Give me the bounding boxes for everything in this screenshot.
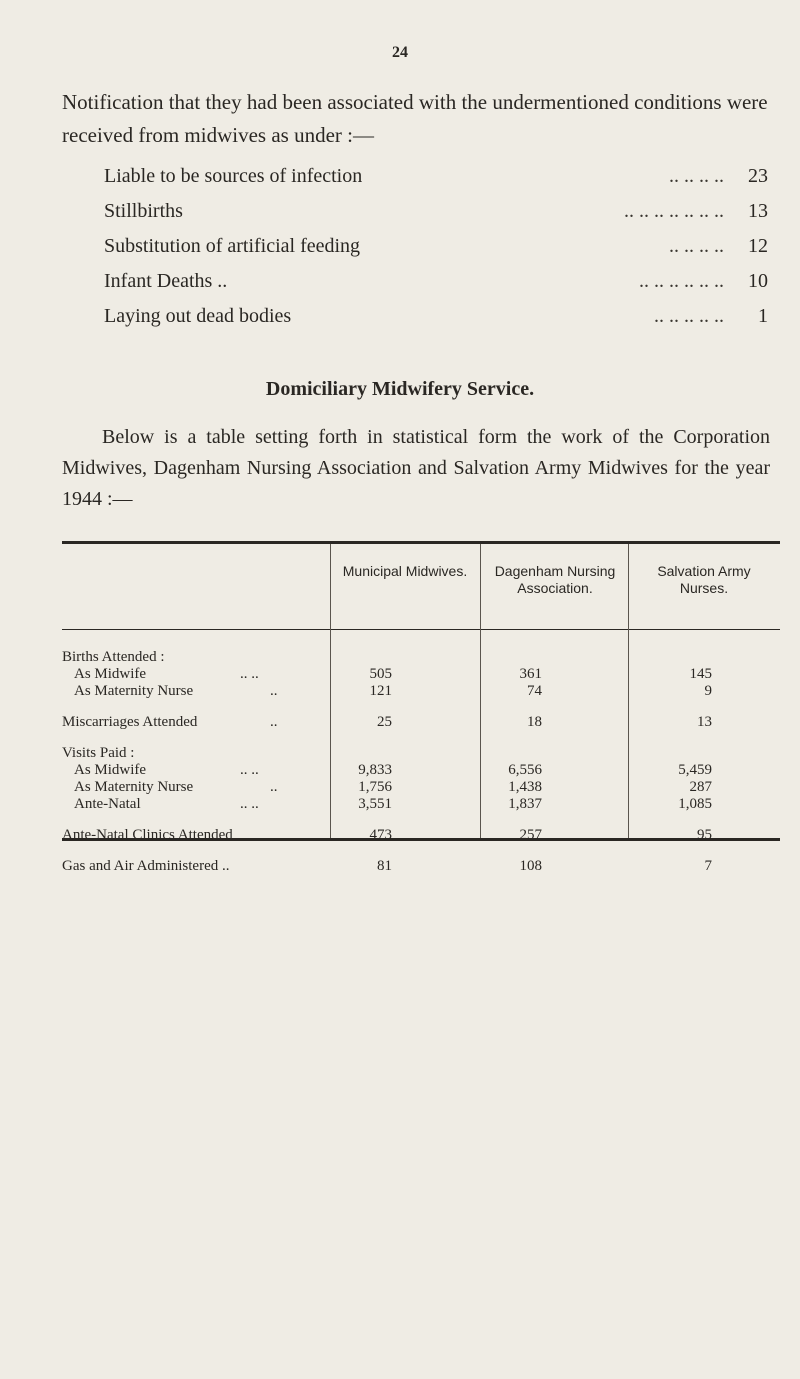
table-cell: 1,756 bbox=[358, 779, 392, 795]
table-cell: 7 bbox=[704, 858, 712, 874]
row-label: As Maternity Nurse bbox=[74, 683, 194, 699]
table-cell: 257 bbox=[519, 827, 542, 843]
leader-dots: .. .. .. .. .. bbox=[654, 305, 724, 327]
table-cell: 473 bbox=[369, 827, 392, 843]
table-cell: 361 bbox=[519, 666, 542, 682]
leader-dots: .. .. .. .. .. .. .. bbox=[624, 200, 724, 222]
row-label: As Midwife bbox=[74, 762, 147, 778]
table-cell: 9 bbox=[704, 683, 712, 699]
table-row bbox=[62, 666, 780, 683]
column-header-salvation: Salvation Army Nurses. bbox=[657, 563, 751, 596]
row-label: Births Attended : bbox=[62, 649, 165, 665]
table-cell: 1,085 bbox=[678, 796, 712, 812]
condition-value: 23 bbox=[748, 165, 768, 187]
leader-dots: .. .. .. .. bbox=[669, 165, 724, 187]
leader-dots: .. .. .. .. bbox=[669, 235, 724, 257]
table-cell: 1,837 bbox=[508, 796, 542, 812]
row-label: As Maternity Nurse bbox=[74, 779, 194, 795]
section-heading: Domiciliary Midwifery Service. bbox=[265, 378, 535, 400]
table-cell: 3,551 bbox=[358, 796, 392, 812]
table-cell: 95 bbox=[697, 827, 712, 843]
table-row bbox=[62, 649, 780, 666]
column-header-municipal: Municipal Midwives. bbox=[342, 563, 468, 579]
table-cell: 18 bbox=[527, 714, 542, 730]
condition-label: Stillbirths bbox=[104, 200, 183, 222]
condition-value: 12 bbox=[748, 235, 768, 257]
condition-row bbox=[104, 270, 768, 305]
row-label: Visits Paid : bbox=[62, 745, 135, 761]
conditions-list bbox=[104, 165, 768, 340]
condition-value: 1 bbox=[758, 305, 768, 327]
row-label: As Midwife bbox=[74, 666, 147, 682]
table-header-rule bbox=[62, 629, 780, 630]
row-label: Gas and Air Administered .. bbox=[62, 858, 230, 874]
table-row bbox=[62, 827, 780, 844]
table-cell: 121 bbox=[369, 683, 392, 699]
condition-row bbox=[104, 200, 768, 235]
condition-value: 10 bbox=[748, 270, 768, 292]
leader-dots: .. .. bbox=[240, 666, 259, 682]
condition-label: Substitution of artificial feeding bbox=[104, 235, 361, 257]
table-row bbox=[62, 858, 780, 875]
table-cell: 81 bbox=[377, 858, 392, 874]
intro-text: Notification that they had been associated with the undermentioned conditions were received from midwives as under :— bbox=[62, 90, 768, 147]
leader-dots: .. bbox=[270, 779, 278, 795]
row-label: Ante-Natal bbox=[74, 796, 141, 812]
table-cell: 74 bbox=[527, 683, 542, 699]
leader-dots: .. .. .. .. .. .. bbox=[639, 270, 724, 292]
row-label: Ante-Natal Clinics Attended bbox=[62, 827, 233, 843]
table-cell: 25 bbox=[377, 714, 392, 730]
table-top-rule bbox=[62, 541, 780, 544]
condition-label: Infant Deaths .. bbox=[104, 270, 228, 292]
condition-value: 13 bbox=[748, 200, 768, 222]
leader-dots: .. bbox=[270, 714, 278, 730]
table-row bbox=[62, 762, 780, 779]
table-cell: 6,556 bbox=[508, 762, 542, 778]
table-row bbox=[62, 779, 780, 796]
condition-row bbox=[104, 165, 768, 200]
table-cell: 1,438 bbox=[508, 779, 542, 795]
condition-row bbox=[104, 305, 768, 340]
leader-dots: .. .. bbox=[240, 762, 259, 778]
table-row bbox=[62, 745, 780, 762]
table-cell: 13 bbox=[697, 714, 712, 730]
table-cell: 505 bbox=[369, 666, 392, 682]
condition-row bbox=[104, 235, 768, 270]
statistics-table bbox=[62, 541, 780, 874]
table-row bbox=[62, 796, 780, 813]
leader-dots: .. bbox=[270, 683, 278, 699]
table-row bbox=[62, 714, 780, 731]
condition-label: Laying out dead bodies bbox=[104, 305, 292, 327]
row-label: Miscarriages Attended bbox=[62, 714, 198, 730]
table-cell: 287 bbox=[689, 779, 712, 795]
table-cell: 5,459 bbox=[678, 762, 712, 778]
section-paragraph: Below is a table setting forth in statistical form the work of the Corporation Midwives, Dagenham Nursing Association and Salvation Army Midwives for the year 1944 :— bbox=[62, 426, 770, 510]
leader-dots: .. .. bbox=[240, 796, 259, 812]
column-header-dagenham: Dagenham Nursing Association. bbox=[494, 563, 616, 596]
condition-label: Liable to be sources of infection bbox=[104, 165, 363, 187]
table-cell: 9,833 bbox=[358, 762, 392, 778]
table-cell: 145 bbox=[689, 666, 712, 682]
table-row bbox=[62, 683, 780, 700]
page-number: 24 bbox=[392, 44, 408, 61]
table-cell: 108 bbox=[519, 858, 542, 874]
